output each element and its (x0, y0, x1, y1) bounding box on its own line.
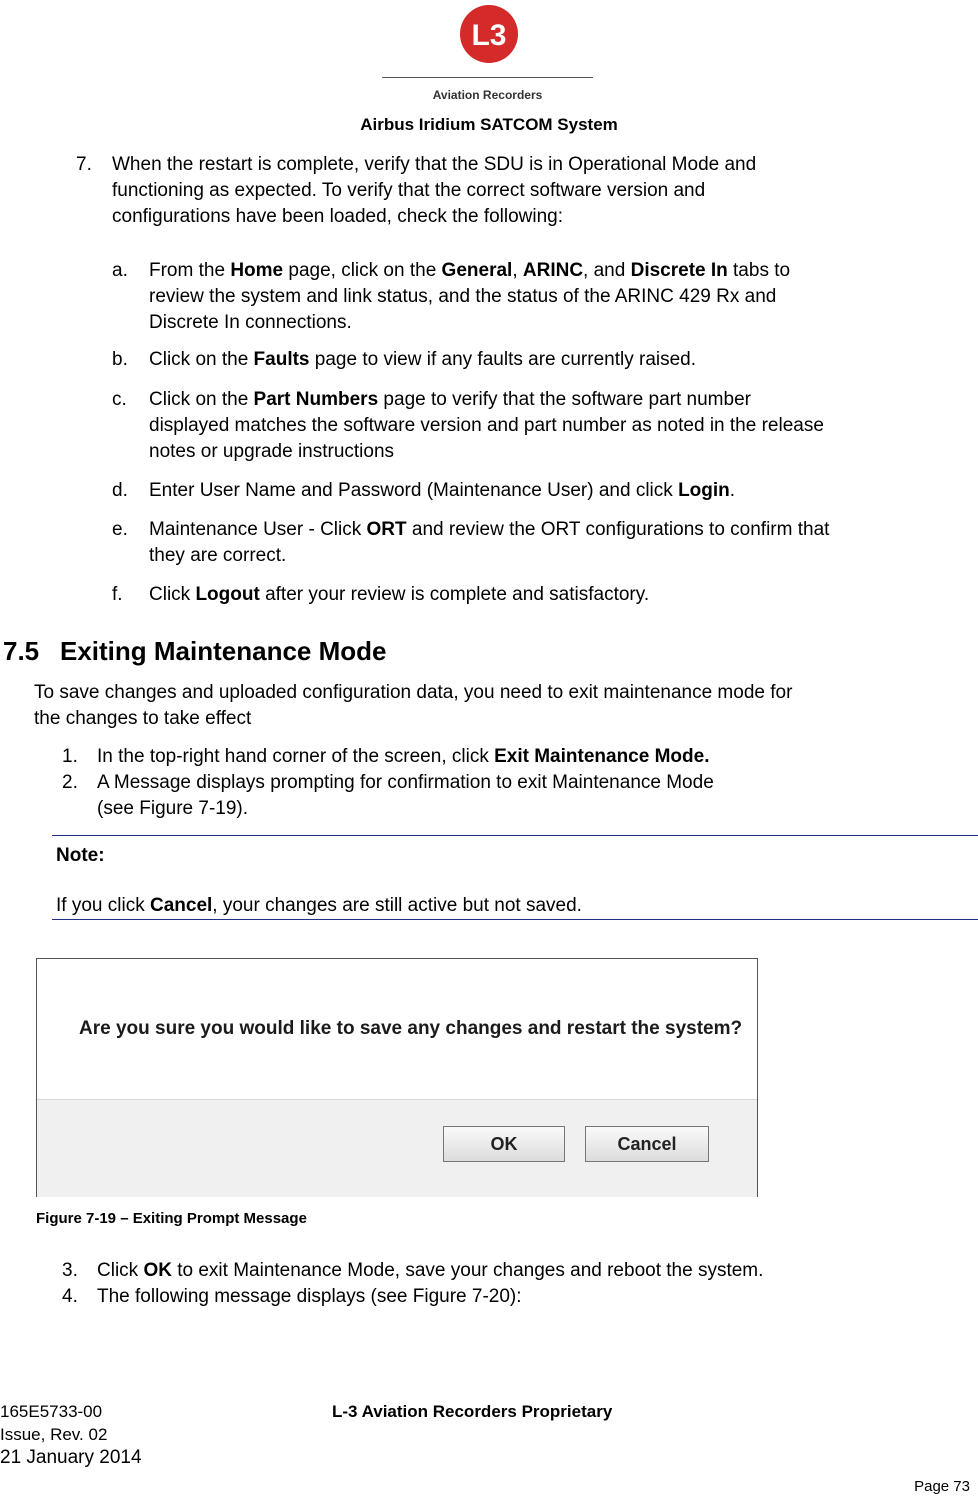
footer-page-number: Page 73 (914, 1478, 970, 1495)
footer-date: 21 January 2014 (0, 1447, 142, 1468)
note-bottom-rule (52, 919, 978, 920)
substep-b-text: Click on the Faults page to view if any faults are currently raised. (149, 349, 697, 370)
cancel-button[interactable]: Cancel (585, 1126, 709, 1162)
section-intro-line-2: the changes to take effect (34, 708, 252, 729)
section-intro-line-1: To save changes and uploaded configuration data, you need to exit maintenance mode for (34, 682, 793, 703)
footer-proprietary: L-3 Aviation Recorders Proprietary (332, 1402, 613, 1421)
ok-button[interactable]: OK (443, 1126, 565, 1162)
substep-f-text: Click Logout after your review is complete and satisfactory. (149, 584, 650, 605)
substep-e-line-2: they are correct. (149, 545, 287, 566)
substep-a-label: a. (112, 260, 128, 281)
figure-caption: Figure 7-19 – Exiting Prompt Message (36, 1210, 307, 1227)
section-step-2-number: 2. (62, 772, 78, 793)
substep-a-line-3: Discrete In connections. (149, 312, 352, 333)
substep-a-line-1: From the Home page, click on the General, ARINC, and Discrete In tabs to (149, 260, 791, 281)
step-7-line-2: functioning as expected. To verify that the correct software version and (112, 180, 706, 201)
logo-subtitle: Aviation Recorders (432, 88, 543, 102)
dialog-footer (37, 1099, 757, 1197)
step-7-line-1: When the restart is complete, verify that the SDU is in Operational Mode and (112, 154, 757, 175)
exit-prompt-dialog (36, 958, 758, 1197)
substep-c-label: c. (112, 389, 127, 410)
step-7-number: 7. (76, 154, 92, 175)
substep-e-label: e. (112, 519, 128, 540)
step-4-number: 4. (62, 1286, 78, 1307)
step-3-text: Click OK to exit Maintenance Mode, save your changes and reboot the system. (97, 1260, 764, 1281)
substep-a-line-2: review the system and link status, and the status of the ARINC 429 Rx and (149, 286, 777, 307)
substep-d-text: Enter User Name and Password (Maintenance User) and click Login. (149, 480, 736, 501)
substep-d-label: d. (112, 480, 128, 501)
section-number: 7.5 (3, 636, 40, 666)
step-4-text: The following message displays (see Figure 7-20): (97, 1286, 522, 1307)
dialog-body (37, 959, 757, 1099)
substep-b-label: b. (112, 349, 128, 370)
step-7-line-3: configurations have been loaded, check the following: (112, 206, 564, 227)
footer-doc-number: 165E5733-00 (0, 1402, 103, 1421)
substep-c-line-2: displayed matches the software version and part number as noted in the release (149, 415, 824, 436)
substep-c-line-3: notes or upgrade instructions (149, 441, 395, 462)
substep-e-line-1: Maintenance User - Click ORT and review the ORT configurations to confirm that (149, 519, 830, 540)
footer-issue: Issue, Rev. 02 (0, 1425, 108, 1444)
document-header-title: Airbus Iridium SATCOM System (360, 115, 618, 134)
l3-logo (453, 4, 525, 64)
section-step-1-text: In the top-right hand corner of the screen, click Exit Maintenance Mode. (97, 746, 710, 767)
substep-f-label: f. (112, 584, 123, 605)
substep-c-line-1: Click on the Part Numbers page to verify that the software part number (149, 389, 751, 410)
section-step-2-line-2: (see Figure 7-19). (97, 798, 249, 819)
note-text: If you click Cancel, your changes are still active but not saved. (56, 895, 582, 916)
note-top-rule (52, 835, 978, 836)
logo-divider (382, 77, 593, 78)
dialog-question: Are you sure you would like to save any changes and restart the system? (79, 1018, 743, 1039)
note-heading: Note: (56, 845, 105, 866)
step-3-number: 3. (62, 1260, 78, 1281)
logo-lettering: L3 (471, 19, 507, 52)
section-title: Exiting Maintenance Mode (60, 636, 387, 666)
section-step-2-line-1: A Message displays prompting for confirmation to exit Maintenance Mode (97, 772, 714, 793)
section-step-1-number: 1. (62, 746, 78, 767)
